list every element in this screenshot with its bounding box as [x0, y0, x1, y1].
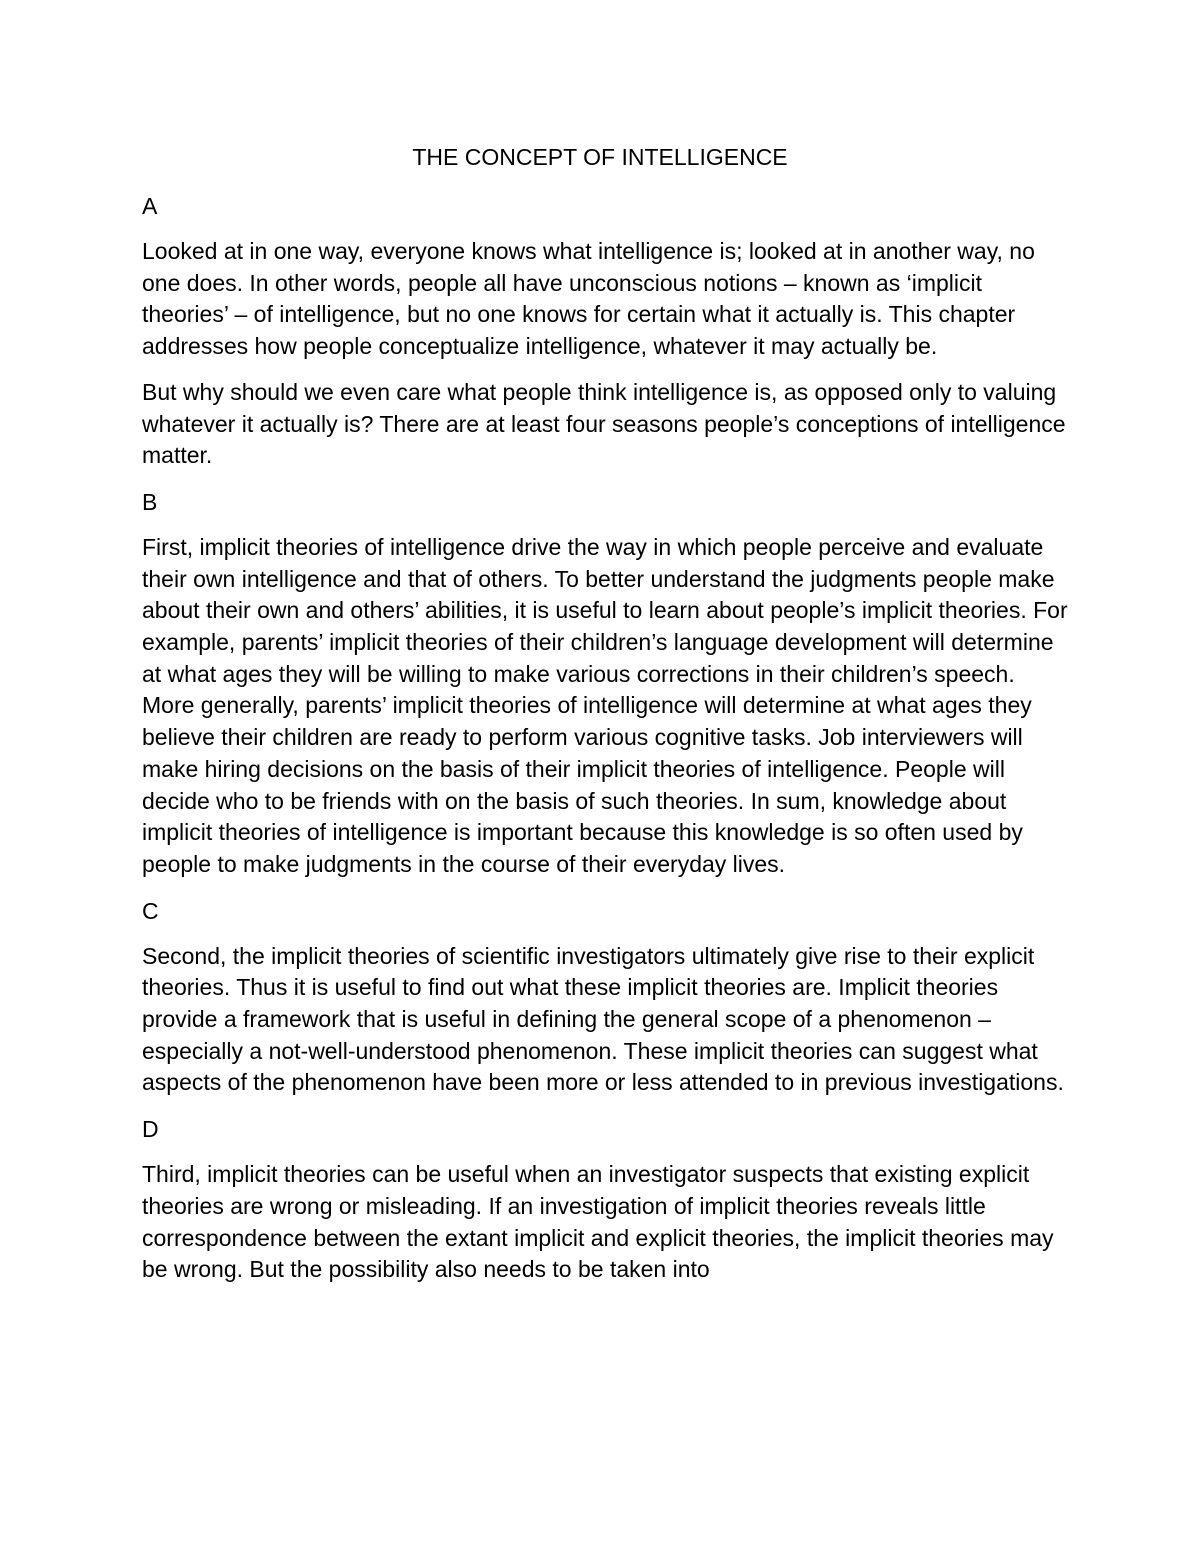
paragraph: But why should we even care what people think intelligence is, as opposed only to valuing whatever it actually is? There are at least four seasons people’s conceptions of intelligence matter.: [142, 378, 1066, 469]
section-label-c: C: [142, 897, 159, 924]
section-label-b: B: [142, 488, 158, 515]
paragraph: Second, the implicit theories of scientific investigators ultimately give rise to their explicit theories. Thus it is useful to find out what these implicit theories are. Implicit theories provide a framework that is useful in defining the general scope of a phenomenon – especially a not-well-understood phenomenon. These implicit theories can suggest what aspects of the phenomenon have been more or less attended to in previous investigations.: [142, 942, 1064, 1096]
document-body: [142, 190, 1072, 1300]
section-label-d: D: [142, 1116, 159, 1143]
section-d: [142, 1113, 1072, 1286]
paragraph: Third, implicit theories can be useful when an investigator suspects that existing explicit theories are wrong or misleading. If an investigation of implicit theories reveals little correspondence between the extant implicit and explicit theories, the implicit theories may be wrong. But the possibility also needs to be taken into: [142, 1161, 1054, 1283]
paragraph: First, implicit theories of intelligence drive the way in which people perceive and evaluate their own intelligence and that of others. To better understand the judgments people make about their own and others’ abilities, it is useful to learn about people’s implicit theories. For example, parents’ implicit theories of their children’s language development will determine at what ages they will be willing to make various corrections in their children’s speech. More generally, parents’ implicit theories of intelligence will determine at what ages they believe their children are ready to perform various cognitive tasks. Job interviewers will make hiring decisions on the basis of their implicit theories of intelligence. People will decide who to be friends with on the basis of such theories. In sum, knowledge about implicit theories of intelligence is important because this knowledge is so often used by people to make judgments in the course of their everyday lives.: [142, 533, 1068, 877]
section-label-a: A: [142, 193, 158, 219]
section-a: [142, 190, 1072, 472]
page-title: THE CONCEPT OF INTELLIGENCE: [412, 144, 788, 170]
paragraph: Looked at in one way, everyone knows what intelligence is; looked at in another way, no one does. In other words, people all have unconscious notions – known as ‘implicit theories’ – of intelligence, but no one knows for certain what it actually is. This chapter addresses how people conceptualize intelligence, whatever it may actually be.: [142, 238, 1035, 360]
section-b: [142, 486, 1072, 881]
section-c: [142, 895, 1072, 1100]
